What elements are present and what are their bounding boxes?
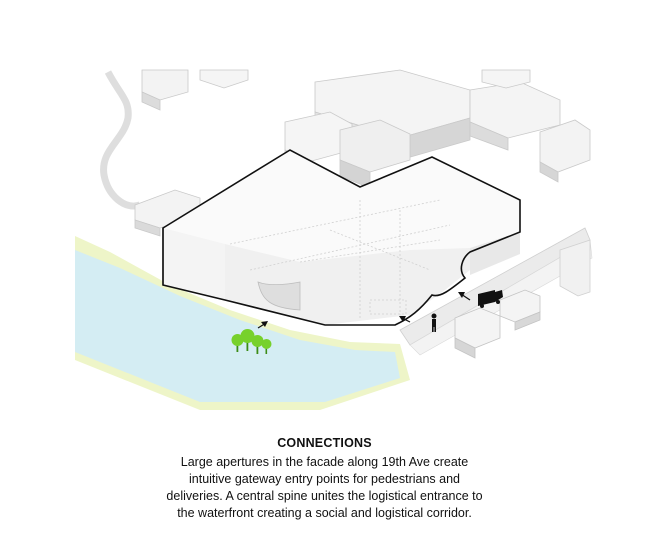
- caption-title: CONNECTIONS: [277, 436, 372, 450]
- caption-line: deliveries. A central spine unites the logistical entrance to: [166, 489, 483, 503]
- caption: [0, 436, 649, 522]
- caption-line: the waterfront creating a social and logistical corridor.: [177, 506, 472, 520]
- footpath: [104, 72, 140, 206]
- caption-line: intuitive gateway entry points for pedestrians and: [189, 472, 460, 486]
- caption-line: Large apertures in the facade along 19th Ave create: [180, 455, 469, 469]
